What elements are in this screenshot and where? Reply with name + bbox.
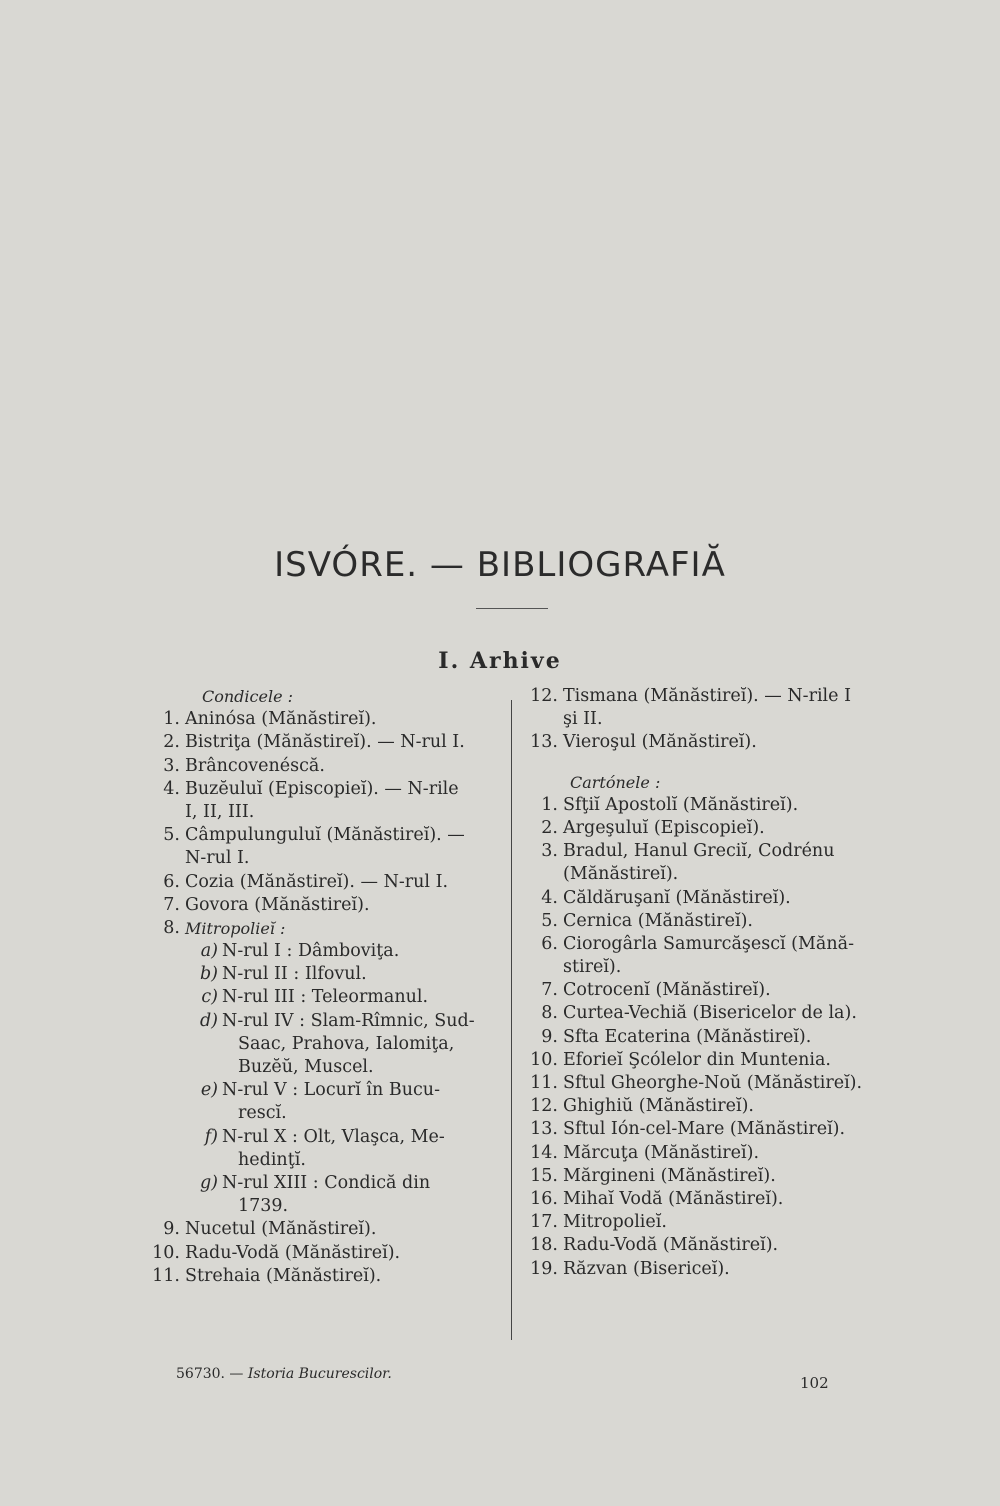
item-number: 3. bbox=[541, 841, 558, 862]
item-text: Bistriţa (Mănăstireĭ). — N-rul I. bbox=[185, 732, 465, 753]
item-text: Radu-Vodă (Mănăstireĭ). bbox=[185, 1242, 401, 1263]
list-item-continuation bbox=[518, 708, 878, 731]
item-number: 7. bbox=[163, 894, 180, 915]
list-item bbox=[518, 933, 878, 956]
item-text: Aninósa (Mănăstireĭ). bbox=[185, 709, 377, 730]
item-number: 11. bbox=[530, 1073, 558, 1093]
sub-item-letter: b) bbox=[199, 964, 218, 985]
item-number: 10. bbox=[530, 1049, 558, 1070]
column-divider bbox=[511, 700, 512, 1340]
item-text: Nucetul (Mănăstireĭ). bbox=[185, 1219, 377, 1240]
list-item-continuation bbox=[140, 847, 500, 870]
sub-item bbox=[140, 986, 500, 1009]
list-item bbox=[518, 979, 878, 1002]
item-number: 6. bbox=[163, 871, 180, 892]
sub-item-continuation bbox=[140, 1033, 500, 1056]
list-heading-text: Condicele : bbox=[202, 687, 294, 706]
item-number: 16. bbox=[530, 1188, 558, 1209]
list-item bbox=[518, 1165, 878, 1188]
list-item bbox=[518, 1118, 878, 1141]
list-item bbox=[140, 708, 500, 731]
item-text: (Mănăstireĭ). bbox=[563, 864, 679, 885]
sub-item-continuation bbox=[140, 1195, 500, 1218]
item-text: Cozia (Mănăstireĭ). — N-rul I. bbox=[185, 871, 449, 892]
list-item bbox=[518, 1258, 878, 1281]
sub-item-letter: e) bbox=[200, 1080, 218, 1101]
item-text: Câmpulunguluĭ (Mănăstireĭ). — bbox=[185, 825, 465, 846]
item-text: Mărcuţa (Mănăstireĭ). bbox=[563, 1142, 760, 1163]
item-text: şi II. bbox=[563, 709, 603, 730]
sub-item-text: N-rul V : Locurĭ în Bucu- bbox=[222, 1080, 440, 1101]
list-item bbox=[140, 731, 500, 754]
item-text: Mărgineni (Mănăstireĭ). bbox=[563, 1165, 776, 1186]
sub-item-text: N-rul IV : Slam-Rîmnic, Sud- bbox=[222, 1010, 475, 1031]
item-text: Govora (Mănăstireĭ). bbox=[185, 894, 370, 915]
item-text: Argeşuluĭ (Episcopieĭ). bbox=[563, 817, 765, 838]
item-number: 7. bbox=[541, 980, 558, 1001]
item-number: 4. bbox=[163, 778, 180, 799]
sub-item bbox=[140, 963, 500, 986]
item-text: Vieroşul (Mănăstireĭ). bbox=[563, 732, 757, 753]
item-text: N-rul I. bbox=[185, 848, 250, 869]
sub-item bbox=[140, 1079, 500, 1102]
list-item-continuation bbox=[518, 863, 878, 886]
sub-item-letter: c) bbox=[201, 987, 218, 1008]
list-item bbox=[518, 794, 878, 817]
sub-item-letter: f) bbox=[204, 1126, 218, 1147]
item-number: 5. bbox=[163, 825, 180, 846]
item-text: Ciorogârla Samurcăşescĭ (Mănă- bbox=[563, 933, 854, 954]
list-item bbox=[140, 871, 500, 894]
list-item bbox=[518, 685, 878, 708]
item-number: 17. bbox=[530, 1212, 558, 1233]
list-heading bbox=[140, 685, 500, 708]
list-item bbox=[518, 1234, 878, 1257]
list-item bbox=[518, 817, 878, 840]
right-column bbox=[518, 685, 878, 1281]
left-column bbox=[140, 685, 500, 1288]
list-item bbox=[140, 917, 500, 940]
item-text: Radu-Vodă (Mănăstireĭ). bbox=[563, 1235, 779, 1256]
item-text: Sfţiĭ Apostolĭ (Mănăstireĭ). bbox=[563, 794, 799, 815]
item-number: 3. bbox=[163, 755, 180, 776]
item-number: 4. bbox=[541, 887, 558, 908]
sub-item-text: Buzĕŭ, Muscel. bbox=[238, 1057, 374, 1077]
item-number: 1. bbox=[163, 709, 180, 730]
item-number: 15. bbox=[530, 1165, 558, 1186]
page-number: 102 bbox=[800, 1374, 829, 1392]
item-number: 2. bbox=[541, 817, 558, 838]
item-text: Răzvan (Bisericeĭ). bbox=[563, 1258, 730, 1279]
item-text: Strehaia (Mănăstireĭ). bbox=[185, 1265, 382, 1286]
item-text: Sfta Ecaterina (Mănăstireĭ). bbox=[563, 1026, 812, 1047]
footer-code: 56730. — bbox=[176, 1366, 244, 1382]
sub-item bbox=[140, 1172, 500, 1195]
sub-item-text: Saac, Prahova, Ialomiţa, bbox=[238, 1033, 455, 1054]
sub-item-continuation bbox=[140, 1102, 500, 1125]
item-number: 14. bbox=[530, 1142, 558, 1163]
item-text: Bradul, Hanul Greciĭ, Codrénu bbox=[563, 841, 835, 862]
list-item bbox=[518, 1095, 878, 1118]
item-number: 13. bbox=[530, 732, 558, 753]
item-number: 9. bbox=[163, 1219, 180, 1240]
item-text: Mihaĭ Vodă (Mănăstireĭ). bbox=[563, 1188, 784, 1209]
list-item bbox=[518, 1002, 878, 1025]
item-text: Tismana (Mănăstireĭ). — N-rile I bbox=[563, 686, 851, 706]
item-number: 18. bbox=[530, 1235, 558, 1256]
item-text: Cotrocenĭ (Mănăstireĭ). bbox=[563, 980, 771, 1001]
sub-item-letter: d) bbox=[199, 1010, 218, 1031]
spacer bbox=[518, 755, 878, 771]
sub-item-text: N-rul X : Olt, Vlaşca, Me- bbox=[222, 1126, 445, 1147]
list-item bbox=[140, 755, 500, 778]
item-text: Căldăruşanĭ (Mănăstireĭ). bbox=[563, 887, 791, 908]
item-number: 19. bbox=[530, 1258, 558, 1279]
item-number: 11. bbox=[152, 1265, 180, 1286]
sub-item-text: N-rul I : Dâmboviţa. bbox=[222, 941, 400, 962]
item-text: Mitropolieĭ. bbox=[563, 1212, 667, 1233]
item-text: Sftul Gheorghe-Noŭ (Mănăstireĭ). bbox=[563, 1073, 863, 1093]
list-item bbox=[518, 731, 878, 754]
list-item bbox=[140, 824, 500, 847]
sub-item-text: N-rul XIII : Condică din bbox=[222, 1172, 431, 1193]
item-text: Eforieĭ Şcólelor din Muntenia. bbox=[563, 1049, 831, 1070]
list-item bbox=[518, 1142, 878, 1165]
list-item bbox=[518, 1026, 878, 1049]
item-number: 6. bbox=[541, 933, 558, 954]
list-item bbox=[518, 1211, 878, 1234]
list-item bbox=[140, 1242, 500, 1265]
list-item-continuation bbox=[140, 801, 500, 824]
sub-item-letter: g) bbox=[199, 1172, 218, 1193]
item-text: Sftul Ión-cel-Mare (Mănăstireĭ). bbox=[563, 1119, 846, 1140]
item-number: 8. bbox=[163, 917, 180, 938]
list-item bbox=[140, 778, 500, 801]
item-text: Mitropolieĭ : bbox=[185, 918, 286, 938]
list-item bbox=[140, 1218, 500, 1241]
list-item bbox=[518, 840, 878, 863]
item-number: 5. bbox=[541, 910, 558, 931]
item-number: 10. bbox=[152, 1242, 180, 1263]
sub-item-text: N-rul II : Ilfovul. bbox=[222, 964, 367, 985]
footer-source bbox=[176, 1366, 392, 1382]
list-item bbox=[140, 894, 500, 917]
list-heading-text: Cartónele : bbox=[570, 772, 661, 792]
item-text: Buzĕuluĭ (Episcopieĭ). — N-rile bbox=[185, 778, 459, 799]
list-item bbox=[518, 1072, 878, 1095]
sub-item-continuation bbox=[140, 1056, 500, 1079]
list-item bbox=[518, 887, 878, 910]
list-item-continuation bbox=[518, 956, 878, 979]
list-heading bbox=[518, 771, 878, 794]
item-text: I, II, III. bbox=[185, 801, 255, 822]
list-item bbox=[518, 910, 878, 933]
item-number: 9. bbox=[541, 1026, 558, 1047]
list-item bbox=[518, 1049, 878, 1072]
sub-item-text: hedinţĭ. bbox=[238, 1149, 306, 1170]
sub-item bbox=[140, 1010, 500, 1033]
item-text: stireĭ). bbox=[563, 957, 622, 978]
item-text: Cernica (Mănăstireĭ). bbox=[563, 910, 753, 931]
item-number: 12. bbox=[530, 686, 558, 706]
item-number: 12. bbox=[530, 1096, 558, 1117]
item-text: Ghighiŭ (Mănăstireĭ). bbox=[563, 1096, 754, 1117]
sub-item-continuation bbox=[140, 1149, 500, 1172]
sub-item-letter: a) bbox=[200, 941, 218, 962]
item-text: Curtea-Vechiă (Bisericelor de la). bbox=[563, 1003, 857, 1024]
sub-item-text: N-rul III : Teleormanul. bbox=[222, 987, 429, 1008]
item-number: 1. bbox=[541, 794, 558, 815]
list-item bbox=[518, 1188, 878, 1211]
footer-title: Istoria Bucurescilor. bbox=[247, 1366, 392, 1382]
title-rule bbox=[476, 608, 548, 609]
item-number: 2. bbox=[163, 732, 180, 753]
sub-item bbox=[140, 1126, 500, 1149]
page-title: ISVÓRE. — BIBLIOGRAFIĂ bbox=[274, 545, 726, 585]
list-item bbox=[140, 1265, 500, 1288]
item-number: 13. bbox=[530, 1119, 558, 1140]
section-heading: I. Arhive bbox=[438, 648, 562, 674]
sub-item-text: rescĭ. bbox=[238, 1103, 287, 1124]
sub-item bbox=[140, 940, 500, 963]
item-text: Brâncovenéscă. bbox=[185, 755, 325, 776]
item-number: 8. bbox=[541, 1003, 558, 1024]
sub-item-text: 1739. bbox=[238, 1196, 289, 1217]
